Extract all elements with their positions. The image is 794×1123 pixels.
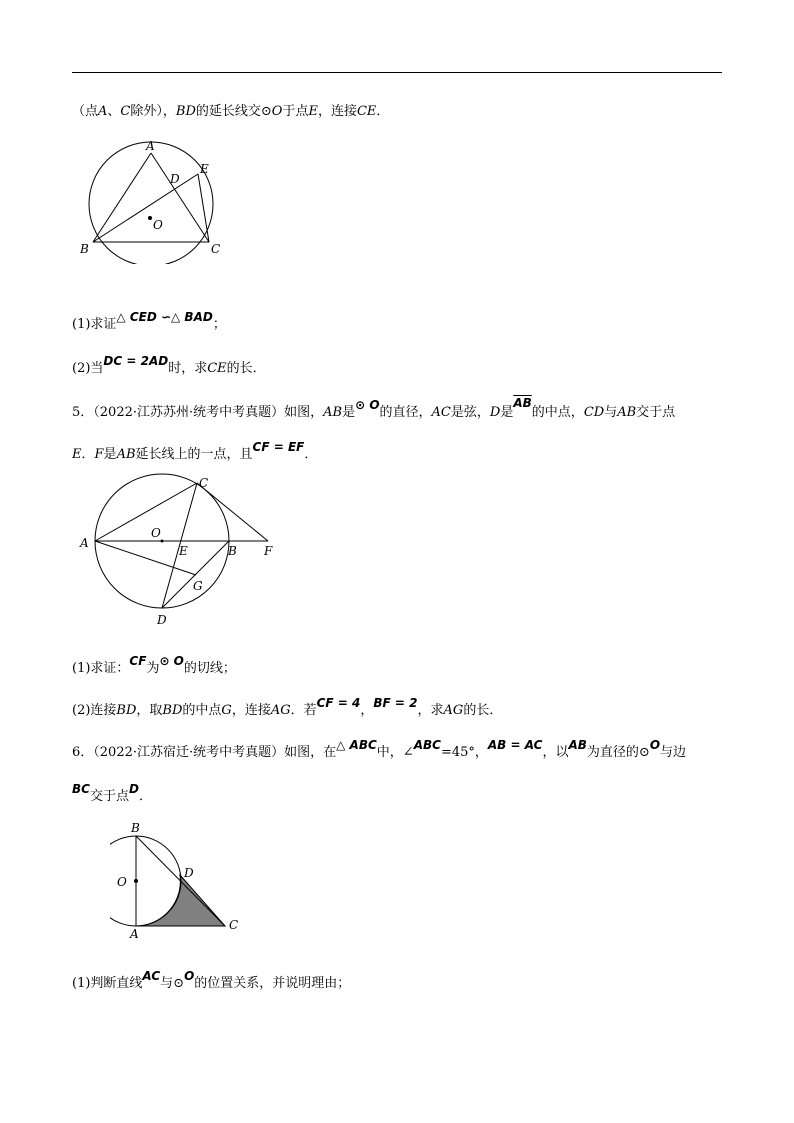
center-dot (161, 540, 164, 543)
header-rule (72, 72, 722, 73)
label-o: O (153, 218, 163, 232)
label-a: A (146, 139, 155, 153)
label-c: C (211, 242, 221, 256)
q6-part1: (1)判断直线AC与⊙O的位置关系，并说明理由； (72, 969, 351, 991)
label-e: E (200, 162, 209, 176)
segment-ac (95, 483, 197, 541)
figure-3-shaded (110, 808, 250, 943)
label-f: F (264, 544, 273, 558)
center-dot (134, 879, 138, 883)
q6-stem-line2: BC交于点D． (72, 782, 152, 804)
label-d: D (157, 613, 167, 627)
center-dot (148, 216, 152, 220)
q5-stem-line2: E．F是AB延长线上的一点，且CF = EF． (72, 440, 318, 462)
label-b: B (80, 242, 89, 256)
label-a: A (130, 927, 139, 941)
label-c: C (229, 918, 239, 932)
label-b: B (228, 544, 237, 558)
label-b: B (131, 821, 140, 835)
q5-part2: (2)连接BD，取BD的中点G，连接AG．若CF = 4，BF = 2，求AG的长． (72, 696, 503, 718)
q6-stem-line1: 6．（2022·江苏宿迁·统考中考真题）如图，在△ ABC中，∠ABC=45°，AB = AC，以AB为直径的⊙O与边 (72, 738, 687, 760)
problem4-continuation: （点A、C除外），BD的延长线交⊙O于点E，连接CE． (72, 104, 390, 119)
label-c: C (199, 476, 209, 490)
q5-part1: (1)求证：CF为⊙ O的切线； (72, 654, 236, 676)
label-d: D (184, 866, 194, 880)
figure-1-circle-triangle (74, 134, 234, 264)
figure-2-tangent (78, 470, 288, 630)
segment-be (93, 174, 198, 242)
label-d: D (170, 172, 180, 186)
label-o: O (151, 526, 161, 540)
label-a: A (80, 536, 89, 550)
q5-stem-line1: 5．（2022·江苏苏州·统考中考真题）如图，AB是⊙ O的直径，AC是弦，D是$\overline{AB}$的中点，CD与AB交于点 (72, 396, 676, 420)
circle-o (89, 142, 213, 264)
label-o: O (117, 875, 127, 889)
segment-ce (198, 174, 209, 242)
q4-part2: (2)当DC = 2AD时，求CE的长． (72, 354, 266, 376)
label-e: E (179, 544, 188, 558)
q4-part1: (1)求证△ CED ∽△ BAD； (72, 310, 226, 332)
segment-cf (197, 483, 268, 541)
label-g: G (193, 579, 203, 593)
